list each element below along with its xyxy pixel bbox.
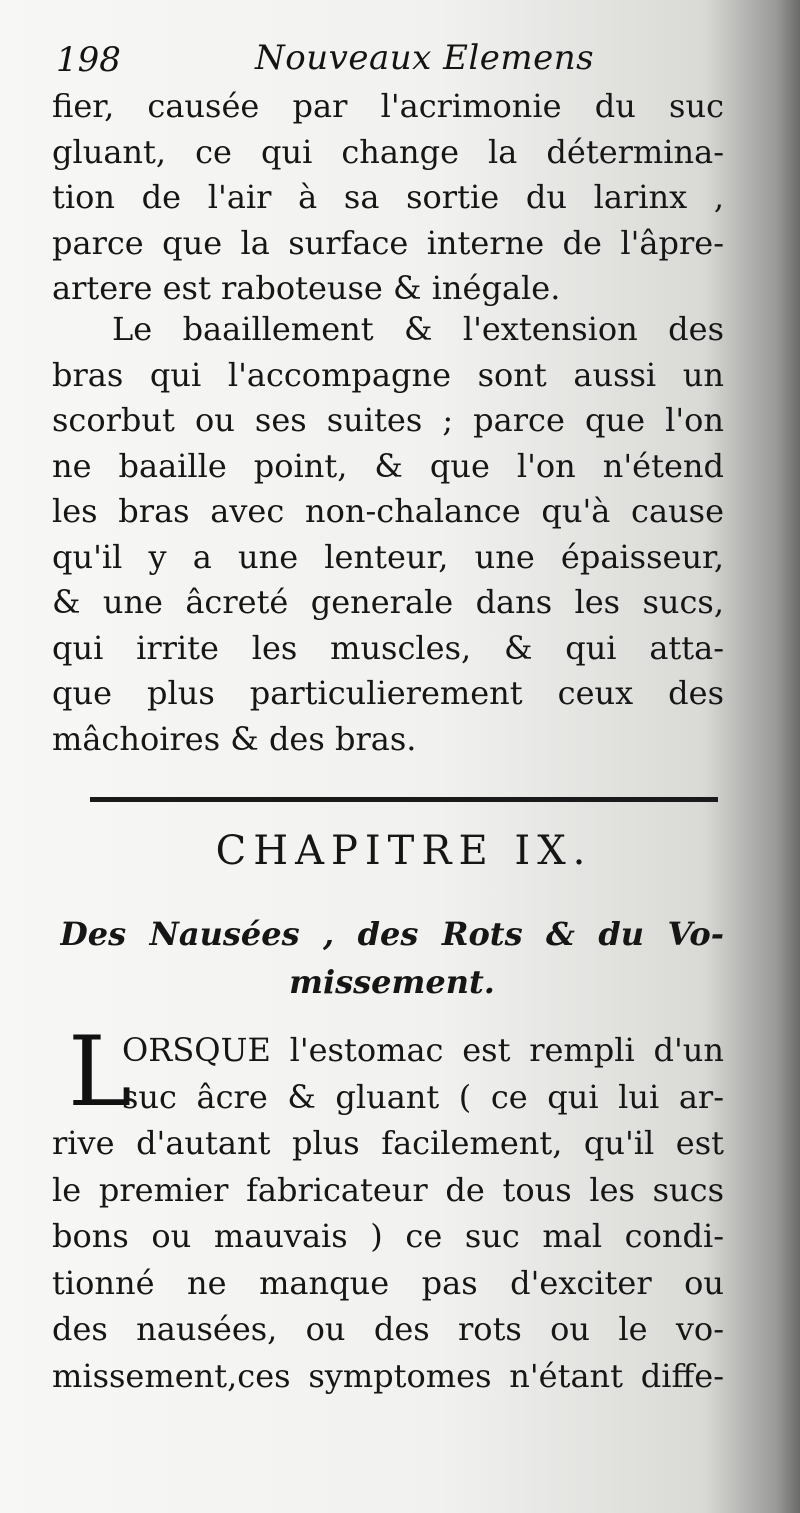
text-line: parce que la surface interne de l'âpre- (52, 223, 724, 262)
text-line: le premier fabricateur de tous les sucs (52, 1170, 724, 1209)
text-line: missement,ces symptomes n'étant diffe- (52, 1356, 724, 1395)
running-title: Nouveaux Elemens (255, 38, 595, 78)
text-line: gluant, ce qui change la détermina- (52, 132, 724, 171)
text-line: tion de l'air à sa sortie du larinx , (52, 178, 724, 216)
text-line: scorbut ou ses suites ; parce que l'on (52, 401, 724, 439)
text-line: & une âcreté generale dans les sucs, (52, 583, 724, 621)
text-line: tionné ne manque pas d'exciter ou (52, 1263, 724, 1302)
text-line: mâchoires & des bras. (52, 719, 417, 758)
chapter-title: CHAPITRE IX. (215, 828, 593, 874)
paragraph-lorsque (52, 1027, 724, 1399)
chapter-subtitle (60, 910, 724, 1006)
text-line: Le baaillement & l'extension des (112, 310, 724, 348)
text-line: des nausées, ou des rots ou le vo- (52, 1310, 724, 1348)
drop-cap: L (68, 1016, 132, 1128)
text-line: qui irrite les muscles, & qui atta- (52, 628, 724, 667)
subtitle-line: missement. (289, 963, 495, 1001)
text-line: rive d'autant plus facilement, qu'il est (52, 1124, 724, 1162)
page-number: 198 (56, 40, 121, 80)
paragraph-baaillement (52, 307, 724, 762)
text-line: qu'il y a une lenteur, une épaisseur, (52, 537, 724, 576)
text-line: ORSQUE l'estomac est rempli d'un (122, 1031, 724, 1069)
text-line: que plus particulierement ceux des (52, 674, 724, 712)
chapter-divider-rule (90, 797, 718, 802)
text-line: artere est raboteuse & inégale. (52, 269, 561, 307)
text-line: les bras avec non-chalance qu'à cause (52, 492, 724, 530)
page-header (50, 34, 730, 84)
subtitle-line: Des Nausées , des Rots & du Vo- (60, 915, 724, 953)
text-line: suc âcre & gluant ( ce qui lui ar- (122, 1077, 724, 1116)
text-line: bons ou mauvais ) ce suc mal condi- (52, 1217, 724, 1255)
text-line: bras qui l'accompagne sont aussi un (52, 355, 724, 394)
text-line: ne baaille point, & que l'on n'étend (52, 446, 724, 485)
paragraph-continued (52, 84, 724, 312)
text-line: fier, causée par l'acrimonie du suc (52, 87, 724, 125)
